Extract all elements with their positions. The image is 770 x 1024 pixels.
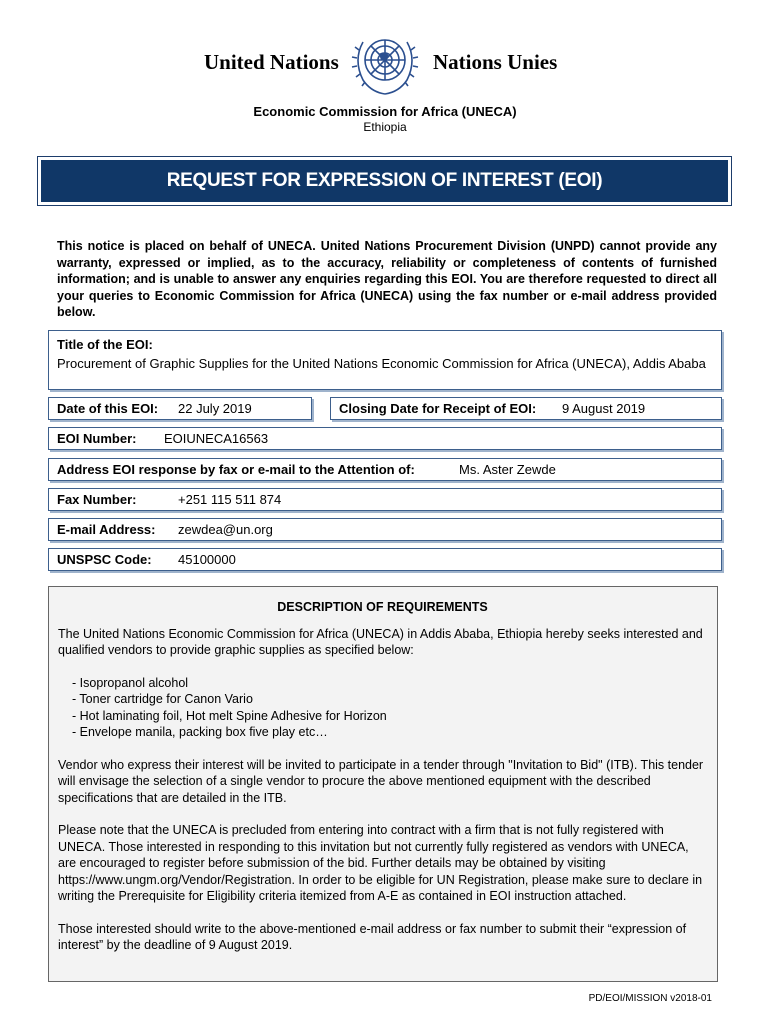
unspsc-label: UNSPSC Code: <box>57 552 152 567</box>
eoi-date-box <box>48 397 312 420</box>
description-heading: DESCRIPTION OF REQUIREMENTS <box>277 600 488 614</box>
form-code: PD/EOI/MISSION v2018-01 <box>588 993 712 1004</box>
list-item: - Hot laminating foil, Hot melt Spine Adhesive for Horizon <box>72 708 707 725</box>
title-banner <box>37 156 732 206</box>
eoi-title-box <box>48 330 722 390</box>
description-box <box>48 586 718 982</box>
unspsc-value: 45100000 <box>178 552 236 567</box>
eoi-number-label: EOI Number: <box>57 431 137 446</box>
list-item: - Toner cartridge for Canon Vario <box>72 691 707 708</box>
eoi-date-value: 22 July 2019 <box>178 401 252 416</box>
unspsc-box <box>48 548 722 571</box>
eoi-title-value: Procurement of Graphic Supplies for the United Nations Economic Commission for Africa (UNECA), Addis Ababa <box>57 356 706 371</box>
closing-date-box <box>330 397 722 420</box>
fax-label: Fax Number: <box>57 492 137 507</box>
letterhead <box>0 30 770 100</box>
email-value: zewdea@un.org <box>178 522 273 537</box>
org-name-french: Nations Unies <box>433 50 558 74</box>
fax-box <box>48 488 722 511</box>
commission-name: Economic Commission for Africa (UNECA) <box>253 104 517 119</box>
submission-paragraph: Those interested should write to the above-mentioned e-mail address or fax number to submit their “expression of interest” by the deadline of 9 August 2019. <box>58 921 687 952</box>
email-label: E-mail Address: <box>57 522 156 537</box>
un-emblem-icon <box>349 30 421 98</box>
registration-paragraph: Please note that the UNECA is precluded from entering into contract with a firm that is not fully registered with UNECA. Those interested in responding to this invitation but not currently fully registered as vendors with UNECA, are encouraged to register before submission of the bid. Further details may be obtained by visiting https://www.ungm.org/Vendor/Registration. In order to be eligible for UN Registration, please make sure to declare in writing the Prerequisite for Eligibility criteria itemized from A-E as contained in EOI instruction attached. <box>58 823 703 903</box>
requirements-list <box>72 675 707 741</box>
attention-label: Address EOI response by fax or e-mail to the Attention of: <box>57 462 415 477</box>
country-name: Ethiopia <box>363 120 407 134</box>
eoi-title-label: Title of the EOI: <box>57 337 153 352</box>
disclaimer-notice: This notice is placed on behalf of UNECA. United Nations Procurement Division (UNPD) cannot provide any warranty, expressed or implied, as to the accuracy, reliability or completeness of contents of furnished information; and is unable to answer any enquiries regarding this EOI. You are therefore requested to direct all your queries to Economic Commission for Africa (UNECA) using the fax number or e-mail address provided below. <box>57 239 717 319</box>
itb-paragraph: Vendor who express their interest will be invited to participate in a tender through "Invitation to Bid" (ITB). This tender will envisage the selection of a single vendor to procure the above mentioned equipment with the described specifications that are detailed in the ITB. <box>58 757 704 805</box>
closing-date-label: Closing Date for Receipt of EOI: <box>339 401 537 416</box>
list-item: - Isopropanol alcohol <box>72 675 707 692</box>
org-name-english: United Nations <box>204 50 339 74</box>
eoi-date-label: Date of this EOI: <box>57 401 159 416</box>
attention-value: Ms. Aster Zewde <box>459 462 556 477</box>
description-intro: The United Nations Economic Commission for Africa (UNECA) in Addis Ababa, Ethiopia hereby seeks interested and qualified vendors to provide graphic supplies as specified below: <box>58 626 703 657</box>
banner-title: REQUEST FOR EXPRESSION OF INTEREST (EOI) <box>41 160 728 202</box>
email-box <box>48 518 722 541</box>
fax-value: +251 115 511 874 <box>178 492 282 507</box>
list-item: - Envelope manila, packing box five play etc… <box>72 724 707 741</box>
eoi-number-value: EOIUNECA16563 <box>164 431 269 446</box>
attention-box <box>48 458 722 481</box>
eoi-number-box <box>48 427 722 450</box>
closing-date-value: 9 August 2019 <box>562 401 646 416</box>
